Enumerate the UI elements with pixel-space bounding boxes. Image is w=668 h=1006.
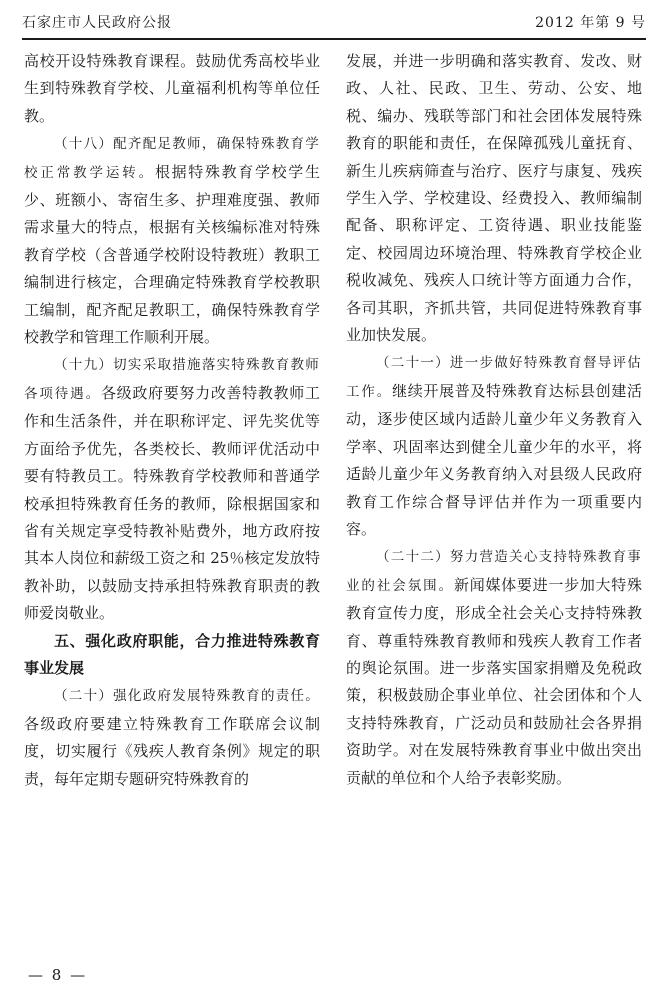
left-column (24, 48, 320, 793)
paragraph-20-continued: 发展，并进一步明确和落实教育、发改、财政、人社、民政、卫生、劳动、公安、地税、编办、残联等部门和社会团体发展特殊教育的职能和责任，在保障孤残儿童抚育、新生儿疾病筛查与治疗、医疗与康复、残疾学生入学、学校建设、经费投入、教师编制配备、职称评定、工资待遇、职业技能鉴定、校园周边环境治理、特殊教育学校企业税收减免、残疾人口统计等方面通力合作，各司其职，齐抓共管，共同促进特殊教育事业加快发展。 (346, 52, 642, 345)
section-19-text: 各级政府要努力改善特教教师工作和生活条件，并在职称评定、评先奖优等方面给予优先，各类校长、教师评优活动中要有特教员工。特殊教育学校教师和普通学校承担特殊教育任务的教师，除根据国家和省有关规定享受特教补贴费外，地方政府按其本人岗位和薪级工资之和 25％核定发放特教补助，以鼓励支持承担特殊教育职责的教师爱岗敬业。 (24, 383, 320, 623)
paragraph-19 (24, 351, 320, 627)
page-header (22, 6, 646, 32)
page-number: — 8 — (28, 966, 88, 984)
section-20-text: 各级政府要建立特殊教育工作联席会议制度，切实履行《残疾人教育条例》规定的职责，每年定期专题研究特殊教育的 (24, 714, 320, 788)
paragraph-20 (24, 682, 320, 793)
section-19-lead: （十九）切实采取措施落实特殊教育教师各项待遇。 (24, 357, 320, 402)
header-divider (22, 38, 646, 40)
section-21-lead: （二十一）进一步做好特殊教育督导评估工作。 (346, 355, 642, 400)
right-column (346, 48, 642, 792)
issue-number: 2012 年第 9 号 (535, 15, 646, 31)
section-21-text: 继续开展普及特殊教育达标县创建活动，逐步使区域内适龄儿童少年义务教育入学率、巩固率达到健全儿童少年的水平，将适龄儿童少年义务教育纳入对县级人民政府教育工作综合督导评估并作为一项重要内容。 (346, 381, 642, 538)
section-18-lead: （十八）配齐配足教师，确保特殊教育学校正常教学运转。 (24, 136, 320, 181)
section-22-lead: （二十二）努力营造关心支持特殊教育事业的社会氛围。 (346, 549, 642, 594)
publication-title: 石家庄市人民政府公报 (22, 15, 172, 31)
section-heading-5: 五、强化政府职能，合力推进特殊教育事业发展 (24, 631, 320, 677)
paragraph-22 (346, 543, 642, 792)
paragraph-18 (24, 130, 320, 351)
section-22-text: 新闻媒体要进一步加大特殊教育宣传力度，形成全社会关心支持特殊教育、尊重特殊教育教师和残疾人教育工作者的舆论氛围。进一步落实国家捐赠及免税政策，积极鼓励企事业单位、社会团体和个人支持特殊教育，广泛动员和鼓励社会各界捐资助学。对在发展特殊教育事业中做出突出贡献的单位和个人给予表彰奖励。 (346, 575, 642, 787)
paragraph-21 (346, 349, 642, 543)
paragraph-continuation: 高校开设特殊教育课程。鼓励优秀高校毕业生到特殊教育学校、儿童福利机构等单位任教。 (24, 52, 320, 125)
section-18-text: 根据特殊教育学校学生少、班额小、寄宿生多、护理难度强、教师需求量大的特点，根据有关核编标准对特殊教育学校（含普通学校附设特教班）教职工编制进行核定，合理确定特殊教育学校教职工编制，配齐配足教职工，确保特殊教育学校教学和管理工作顺利开展。 (24, 162, 320, 347)
section-20-lead: （二十）强化政府发展特殊教育的责任。 (54, 688, 320, 705)
